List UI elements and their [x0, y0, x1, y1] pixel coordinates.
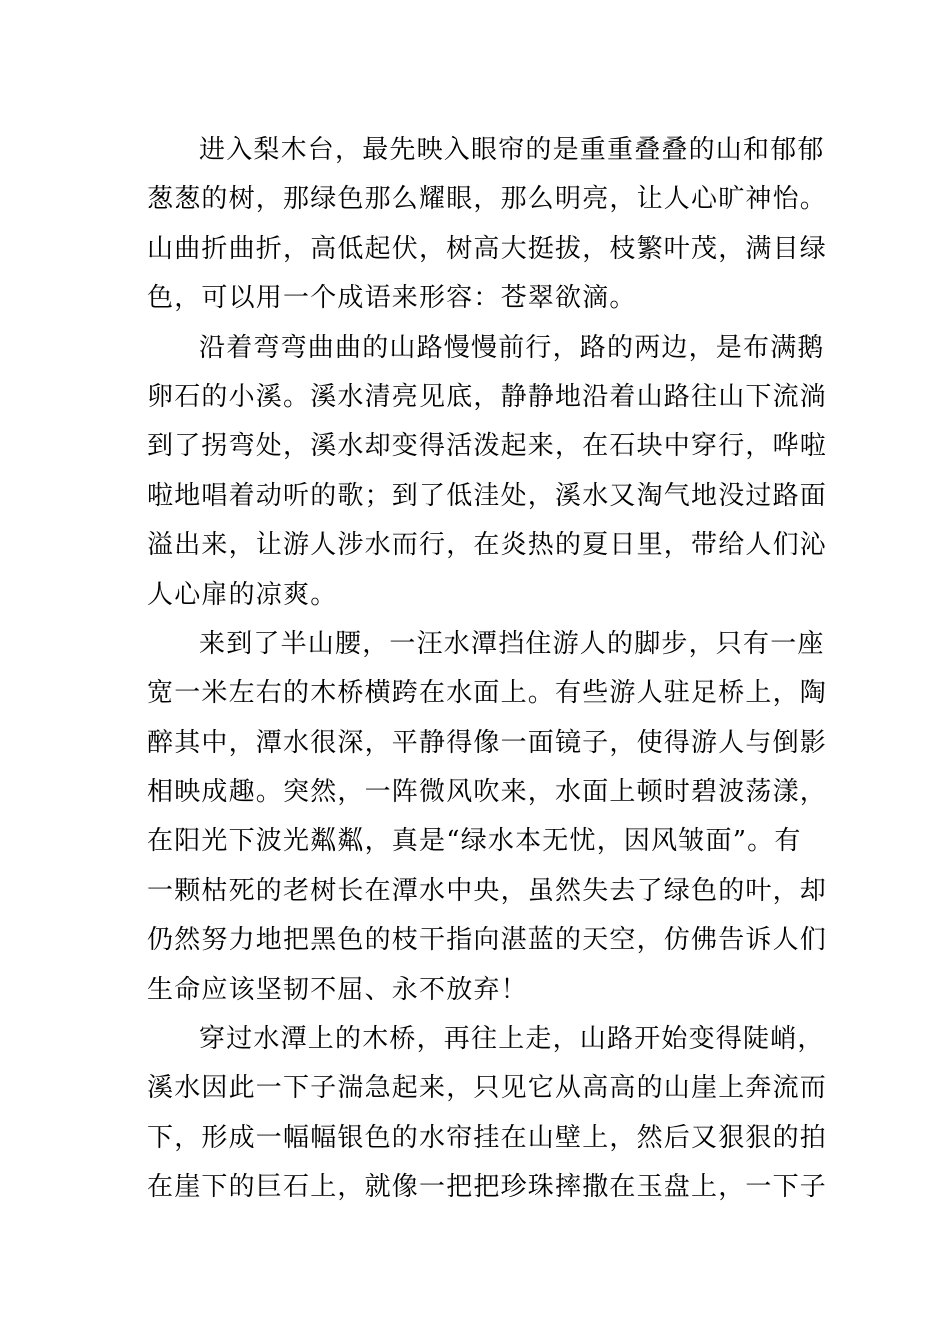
- paragraph-1-line-3: 山曲折曲折，高低起伏，树高大挺拔，枝繁叶茂，满目绿: [147, 233, 828, 264]
- paragraph-4-line-3: 下，形成一幅幅银色的水帘挂在山壁上，然后又狠狠的拍: [147, 1122, 828, 1153]
- paragraph-2-line-6: 人心扉的凉爽。: [147, 579, 338, 610]
- paragraph-4-line-1: 穿过水潭上的木桥，再往上走，山路开始变得陡峭，: [199, 1024, 825, 1055]
- paragraph-2-line-1: 沿着弯弯曲曲的山路慢慢前行，路的两边，是布满鹅: [199, 332, 825, 363]
- paragraph-3-line-5: 在阳光下波光粼粼，真是“绿水本无忧，因风皱面”。有: [147, 826, 802, 857]
- paragraph-3-line-4: 相映成趣。突然，一阵微风吹来，水面上顿时碧波荡漾，: [147, 777, 828, 808]
- paragraph-3-line-6: 一颗枯死的老树长在潭水中央，虽然失去了绿色的叶，却: [147, 875, 828, 906]
- paragraph-2-line-2: 卵石的小溪。溪水清亮见底，静静地沿着山路往山下流淌: [147, 381, 828, 412]
- paragraph-3-line-8: 生命应该坚韧不屈、永不放弃！: [147, 974, 528, 1005]
- paragraph-3-line-7: 仍然努力地把黑色的枝干指向湛蓝的天空，仿佛告诉人们: [147, 925, 828, 956]
- paragraph-1-line-1: 进入梨木台，最先映入眼帘的是重重叠叠的山和郁郁: [199, 135, 825, 165]
- paragraph-3-line-3: 醉其中，潭水很深，平静得像一面镜子，使得游人与倒影: [147, 727, 828, 758]
- paragraph-1-line-2: 葱葱的树，那绿色那么耀眼，那么明亮，让人心旷神怡。: [147, 184, 828, 215]
- paragraph-3-line-2: 宽一米左右的木桥横跨在水面上。有些游人驻足桥上，陶: [147, 678, 828, 709]
- paragraph-2-line-5: 溢出来，让游人涉水而行，在炎热的夏日里，带给人们沁: [147, 530, 828, 561]
- paragraph-1-line-4: 色，可以用一个成语来形容：苍翠欲滴。: [147, 283, 637, 314]
- paragraph-2-line-3: 到了拐弯处，溪水却变得活泼起来，在石块中穿行，哗啦: [147, 431, 828, 462]
- paragraph-2-line-4: 啦地唱着动听的歌；到了低洼处，溪水又淘气地没过路面: [147, 480, 828, 511]
- body-text: [147, 126, 828, 1213]
- paragraph-4-line-4: 在崖下的巨石上，就像一把把珍珠摔撒在玉盘上，一下子: [147, 1172, 828, 1203]
- paragraph-4-line-2: 溪水因此一下子湍急起来，只见它从高高的山崖上奔流而: [147, 1073, 828, 1104]
- paragraph-3-line-1: 来到了半山腰，一汪水潭挡住游人的脚步，只有一座: [199, 628, 825, 659]
